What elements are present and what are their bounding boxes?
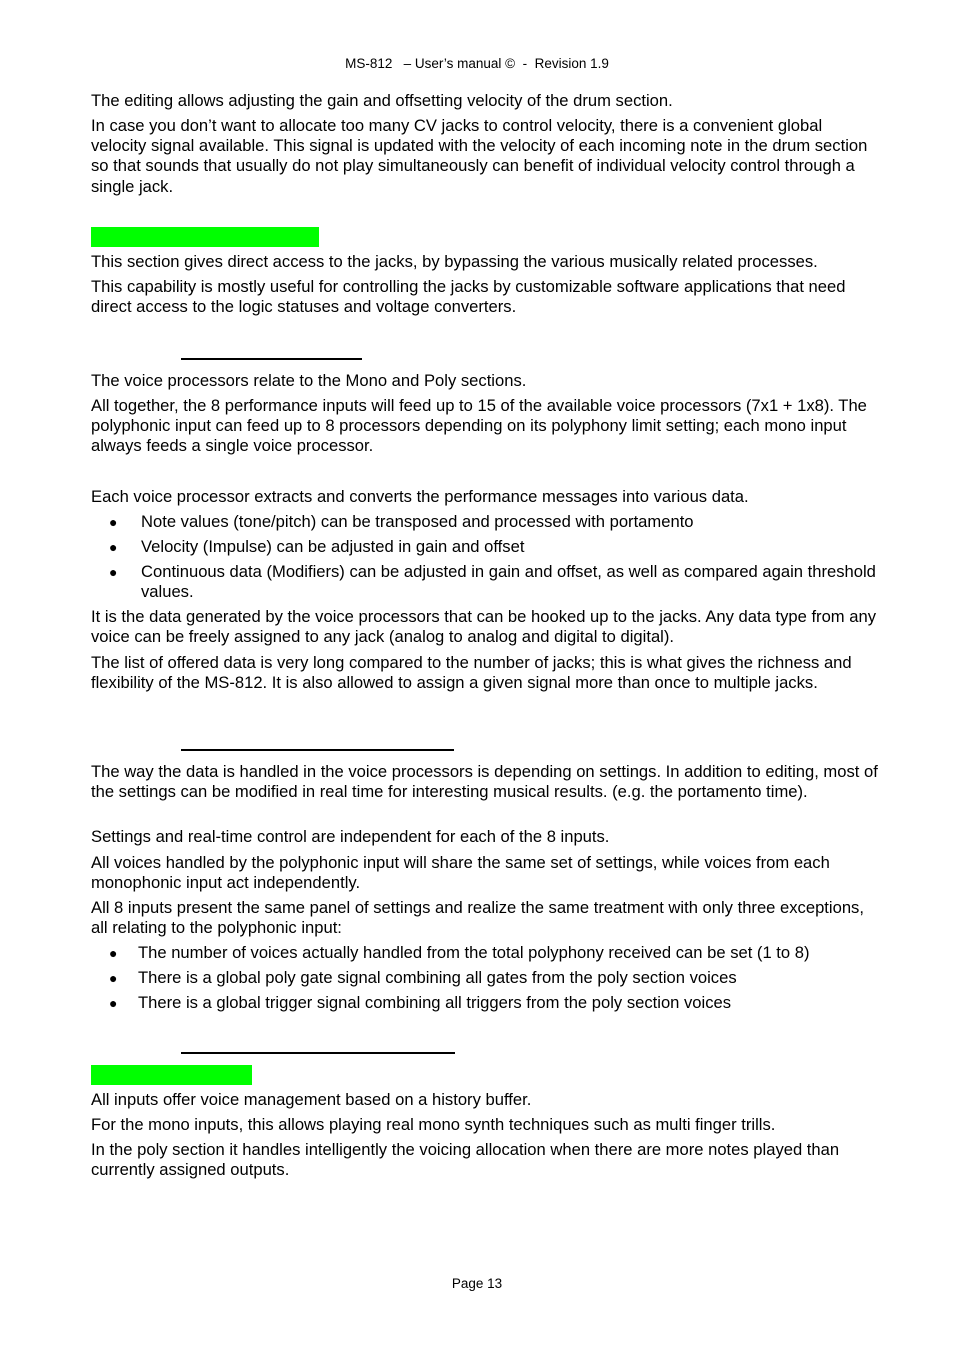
list-item: The number of voices actually handled from the total polyphony received can be set (1 to 8) [138,943,810,962]
paragraph: This section gives direct access to the jacks, by bypassing the various musically related processes. [91,252,818,271]
paragraph: The voice processors relate to the Mono and Poly sections. [91,371,527,390]
list-item: Note values (tone/pitch) can be transposed and processed with portamento [141,512,694,531]
paragraph: In the poly section it handles intelligently the voicing allocation when there are more notes played than currently assigned outputs. [91,1140,840,1180]
section-rule [181,749,454,751]
paragraph: For the mono inputs, this allows playing real mono synth techniques such as multi finger trills. [91,1115,776,1134]
paragraph: The editing allows adjusting the gain and offsetting velocity of the drum section. [91,91,673,110]
section-rule [181,358,362,360]
bullet-marker: ● [109,970,118,986]
page-number: Page 13 [451,1276,503,1291]
paragraph: All voices handled by the polyphonic input will share the same set of settings, while voices from each monophonic input act independently. [91,853,830,893]
bullet-marker: ● [109,995,118,1011]
list-item: Continuous data (Modifiers) can be adjusted in gain and offset, as well as compared again threshold values. [141,562,876,602]
paragraph: The list of offered data is very long compared to the number of jacks; this is what gives the richness and flexibility of the MS-812. It is also allowed to assign a given signal more than once to multiple jacks. [91,653,852,693]
paragraph: Settings and real-time control are independent for each of the 8 inputs. [91,827,610,846]
paragraph: It is the data generated by the voice processors that can be hooked up to the jacks. Any data type from any voice can be freely assigned to any jack (analog to analog and digital to digital). [91,607,876,647]
paragraph: All together, the 8 performance inputs will feed up to 15 of the available voice processors (7x1 + 1x8). The polyphonic input can feed up to 8 processors depending on its polyphony limit setting; each mono input always feeds a single voice processor. [91,396,867,456]
list-item: There is a global trigger signal combining all triggers from the poly section voices [138,993,732,1012]
paragraph: The way the data is handled in the voice processors is depending on settings. In addition to editing, most of the settings can be modified in real time for interesting musical results. (e.g. the portamento time). [91,762,878,802]
bullet-marker: ● [109,945,118,961]
list-item: Velocity (Impulse) can be adjusted in gain and offset [141,537,525,556]
section-rule [181,1052,455,1054]
page-header: MS-812 – User’s manual © - Revision 1.9 [345,56,609,71]
list-item: There is a global poly gate signal combining all gates from the poly section voices [138,968,737,987]
paragraph: All 8 inputs present the same panel of settings and realize the same treatment with only three exceptions, all relating to the polyphonic input: [91,898,864,938]
bullet-marker: ● [109,564,118,580]
paragraph: All inputs offer voice management based on a history buffer. [91,1090,532,1109]
paragraph: Each voice processor extracts and converts the performance messages into various data. [91,487,749,506]
highlighted-heading [91,227,319,247]
paragraph: In case you don’t want to allocate too many CV jacks to control velocity, there is a convenient global velocity signal available. This signal is updated with the velocity of each incoming note in the drum section so that sounds that usually do not play simultaneously can benefit of individual velocity control through a single jack. [91,116,868,196]
paragraph: This capability is mostly useful for controlling the jacks by customizable software applications that need direct access to the logic statuses and voltage converters. [91,277,846,317]
bullet-marker: ● [109,539,118,555]
highlighted-heading [91,1065,252,1085]
bullet-marker: ● [109,514,118,530]
